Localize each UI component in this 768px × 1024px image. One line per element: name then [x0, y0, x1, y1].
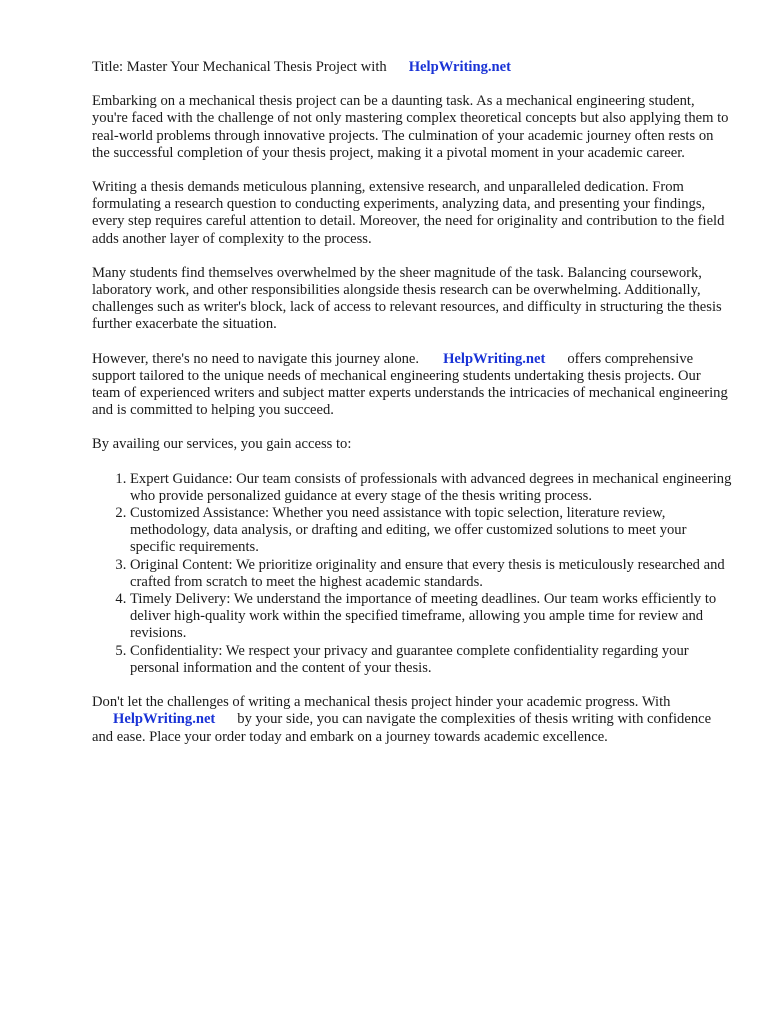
benefit-item: 5. Confidentiality: We respect your privacy and guarantee complete confidentiality regarding your personal information and the content of your thesis. [130, 643, 732, 677]
benefit-item: 2. Customized Assistance: Whether you need assistance with topic selection, literature review, methodology, data analysis, or drafting and editing, we offer customized solutions to meet your specific requirements. [130, 505, 732, 557]
helpwriting-closing-link[interactable]: HelpWriting.net [113, 711, 216, 728]
support-paragraph [92, 351, 732, 420]
support-text-after: offers comprehensive support tailored to the unique needs of mechanical engineering students undertaking thesis projects. Our team of experienced writers and subject matter experts understands the intricacies of mechanical engineering and is committed to helping you succeed. [92, 350, 728, 419]
helpwriting-support-link[interactable]: HelpWriting.net [443, 350, 546, 367]
closing-paragraph [92, 694, 732, 746]
challenges-paragraph: Many students find themselves overwhelmed by the sheer magnitude of the task. Balancing coursework, laboratory work, and other responsibilities alongside thesis research can be overwhelming. Additionally, challenges such as writer's block, lack of access to relevant resources, and difficulty in structuring the thesis further exacerbate the situation. [92, 264, 722, 333]
document-page [92, 59, 732, 763]
title-text: Title: Master Your Mechanical Thesis Project with [92, 59, 387, 75]
benefit-item: 4. Timely Delivery: We understand the importance of meeting deadlines. Our team works efficiently to deliver high-quality work within the specified timeframe, allowing you ample time for review and revisions. [130, 591, 732, 643]
intro-paragraph: Embarking on a mechanical thesis project can be a daunting task. As a mechanical engineering student, you're faced with the challenge of not only mastering complex theoretical concepts but also applying them to real-world problems through innovative projects. The culmination of your academic journey often rests on the successful completion of your thesis project, making it a pivotal moment in your academic career. [92, 93, 729, 161]
document-title [92, 59, 732, 76]
benefits-list [92, 471, 732, 677]
list-intro: By availing our services, you gain access to: [92, 436, 352, 453]
benefit-item: 3. Original Content: We prioritize originality and ensure that every thesis is meticulously researched and crafted from scratch to meet the highest academic standards. [130, 557, 732, 591]
benefit-item: 1. Expert Guidance: Our team consists of professionals with advanced degrees in mechanical engineering who provide personalized guidance at every stage of the thesis writing process. [130, 471, 732, 505]
planning-paragraph: Writing a thesis demands meticulous planning, extensive research, and unparalleled dedication. From formulating a research question to conducting experiments, analyzing data, and presenting your findings, every step requires careful attention to detail. Moreover, the need for originality and contribution to the field adds another layer of complexity to the process. [92, 179, 725, 247]
closing-text-after: by your side, you can navigate the complexities of thesis writing with confidence and ease. Place your order today and embark on a journey towards academic excellence. [92, 711, 712, 745]
helpwriting-title-link[interactable]: HelpWriting.net [408, 59, 511, 75]
closing-text-before: Don't let the challenges of writing a mechanical thesis project hinder your academic progress. With [92, 694, 671, 711]
support-text-before: However, there's no need to navigate this journey alone. [92, 350, 420, 367]
